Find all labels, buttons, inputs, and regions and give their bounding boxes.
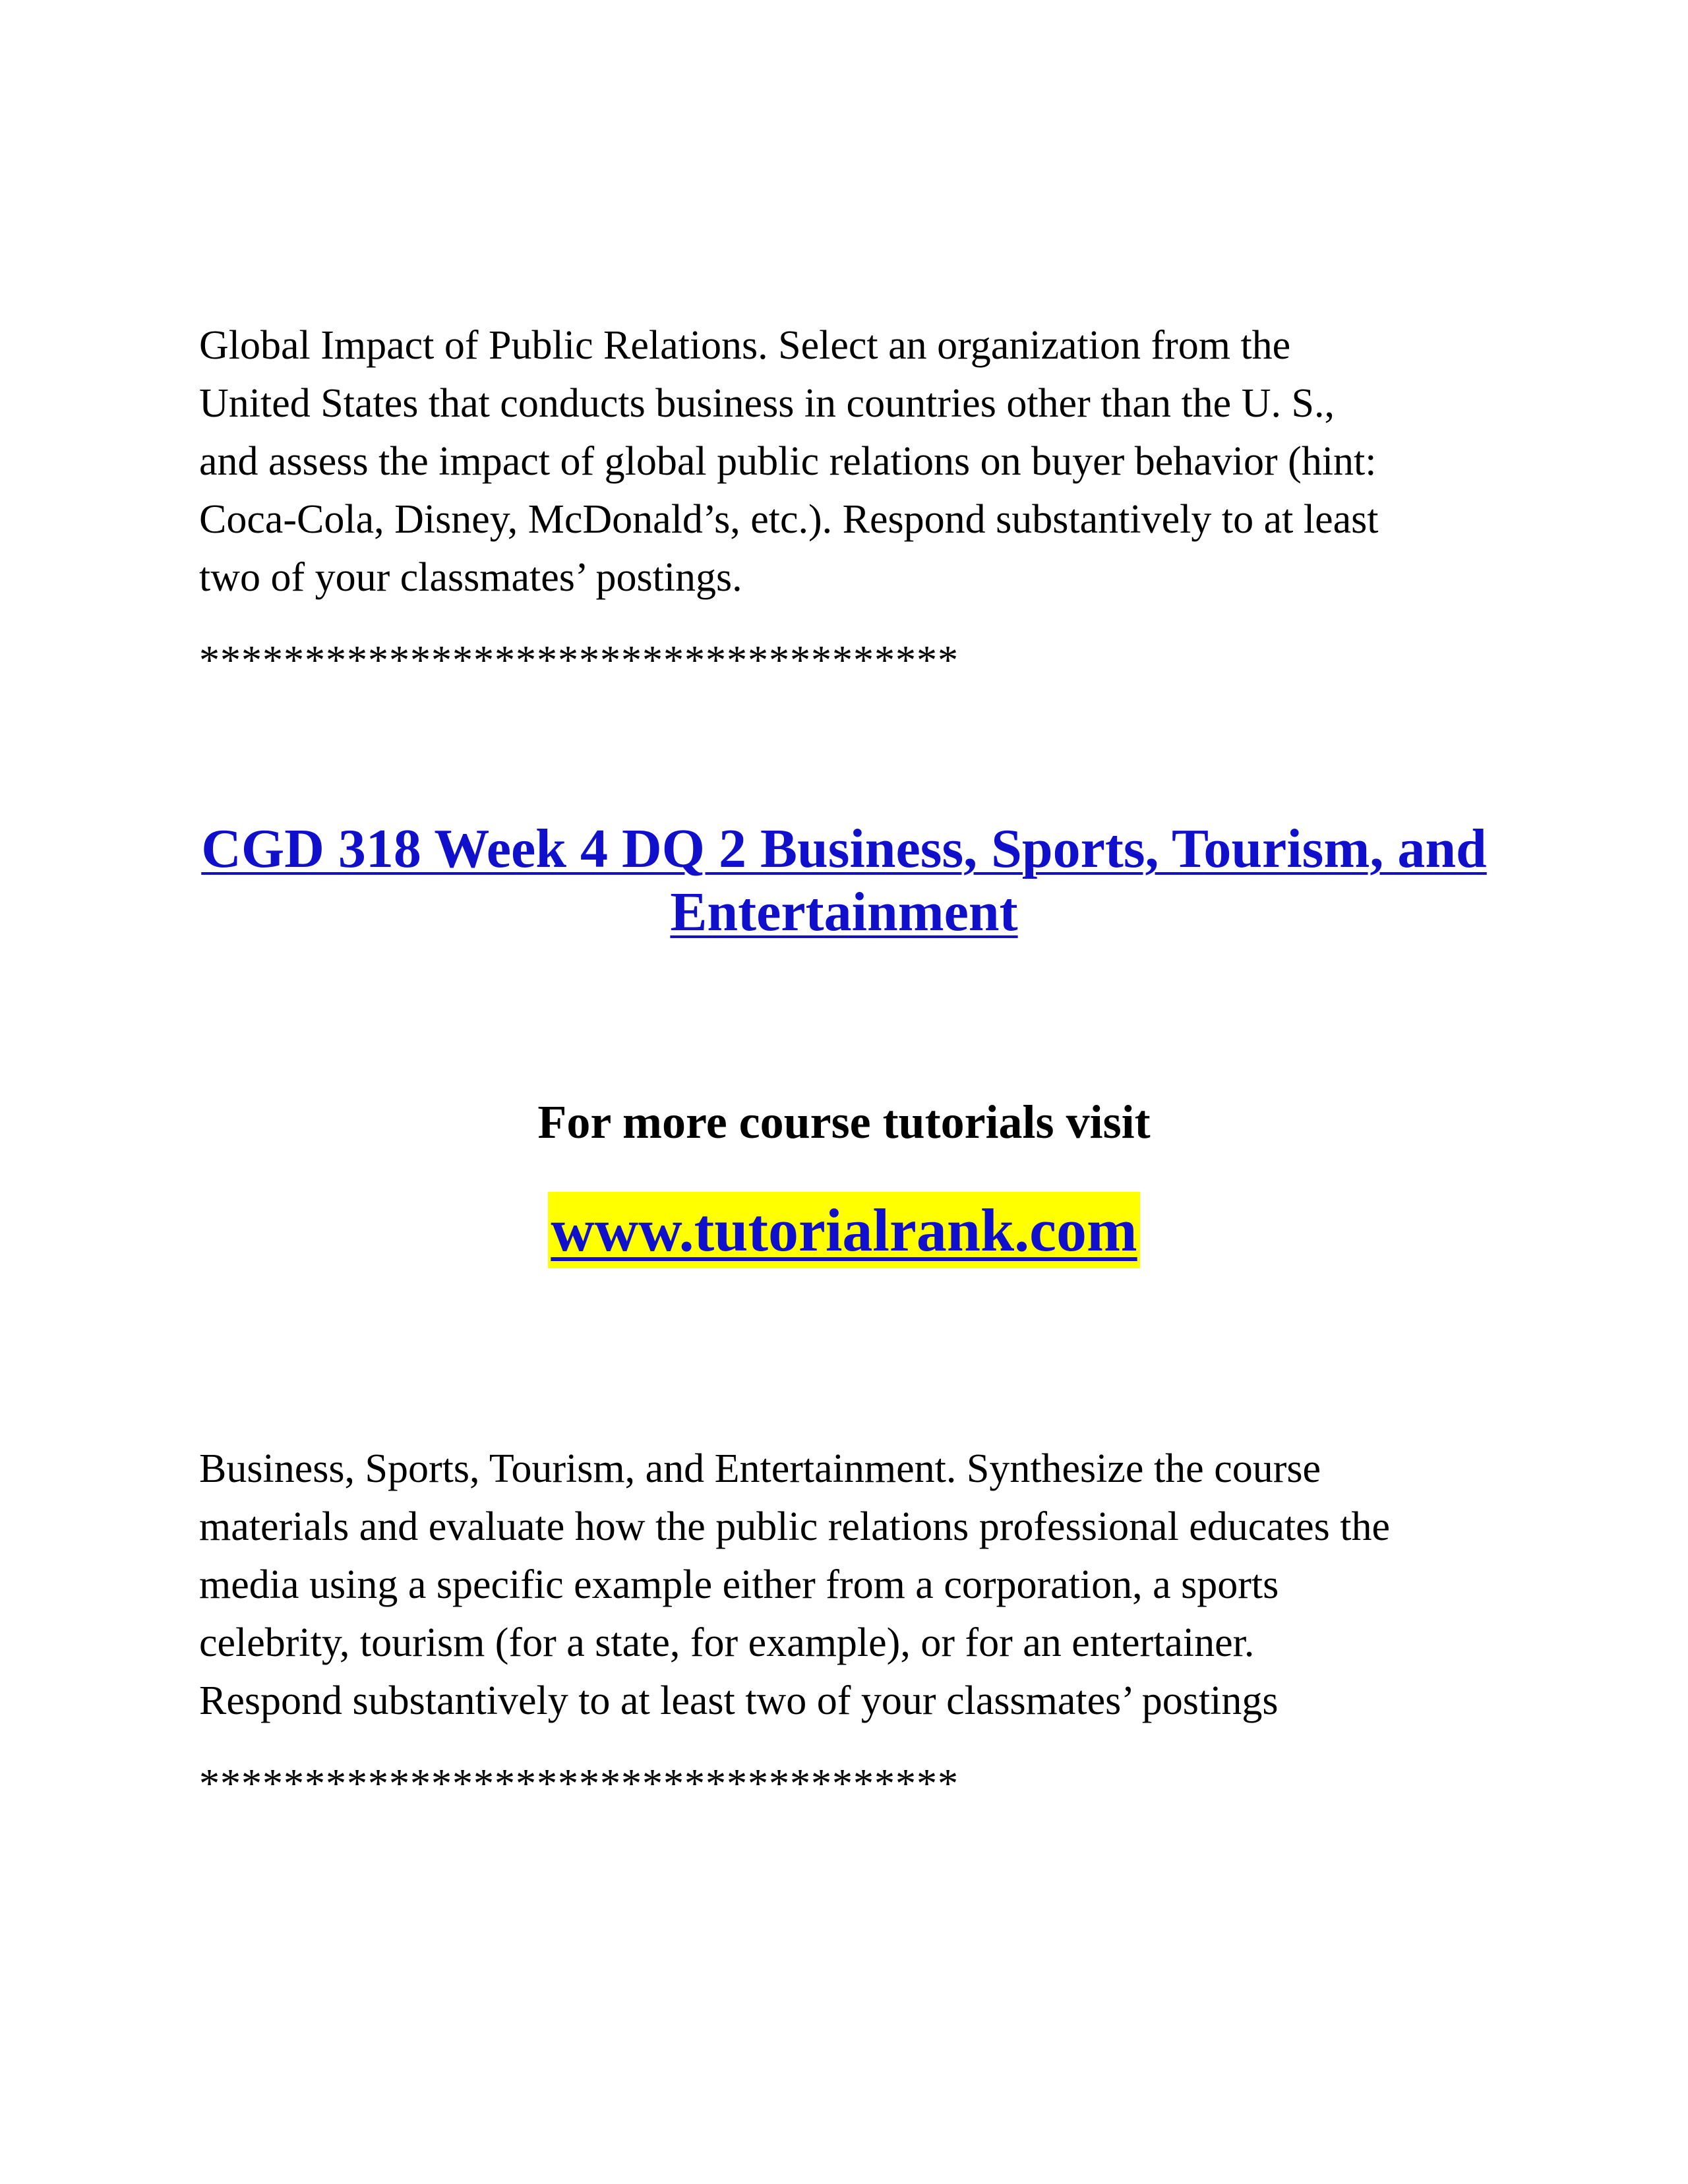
- paragraph-line: materials and evaluate how the public relations professional educates the: [199, 1504, 1390, 1549]
- paragraph-line: celebrity, tourism (for a state, for example), or for an entertainer.: [199, 1620, 1255, 1665]
- paragraph-line: Business, Sports, Tourism, and Entertainment. Synthesize the course: [199, 1446, 1321, 1491]
- question-paragraph-business-sports: [199, 1440, 1511, 1730]
- paragraph-line: and assess the impact of global public relations on buyer behavior (hint:: [199, 439, 1377, 484]
- site-link[interactable]: www.tutorialrank.com: [551, 1196, 1137, 1264]
- paragraph-line: United States that conducts business in countries other than the U. S.,: [199, 381, 1335, 426]
- heading-line: Entertainment: [670, 881, 1018, 943]
- highlighted-site: [548, 1192, 1139, 1268]
- promo-text: For more course tutorials visit: [537, 1096, 1151, 1148]
- paragraph-line: Respond substantively to at least two of your classmates’ postings: [199, 1678, 1279, 1723]
- asterisk-divider: ************************************: [199, 638, 959, 683]
- heading-line: CGD 318 Week 4 DQ 2 Business, Sports, Tourism, and: [201, 818, 1487, 879]
- question-paragraph-global-impact: [199, 316, 1511, 606]
- course-heading: [0, 817, 1688, 944]
- course-title-link[interactable]: [0, 817, 1688, 944]
- paragraph-line: Coca-Cola, Disney, McDonald’s, etc.). Respond substantively to at least: [199, 497, 1379, 542]
- paragraph-line: media using a specific example either from a corporation, a sports: [199, 1562, 1279, 1607]
- paragraph-line: two of your classmates’ postings.: [199, 555, 742, 600]
- paragraph-line: Global Impact of Public Relations. Select an organization from the: [199, 323, 1291, 368]
- promo-site-block: [0, 1192, 1688, 1268]
- asterisk-divider: ************************************: [199, 1761, 959, 1806]
